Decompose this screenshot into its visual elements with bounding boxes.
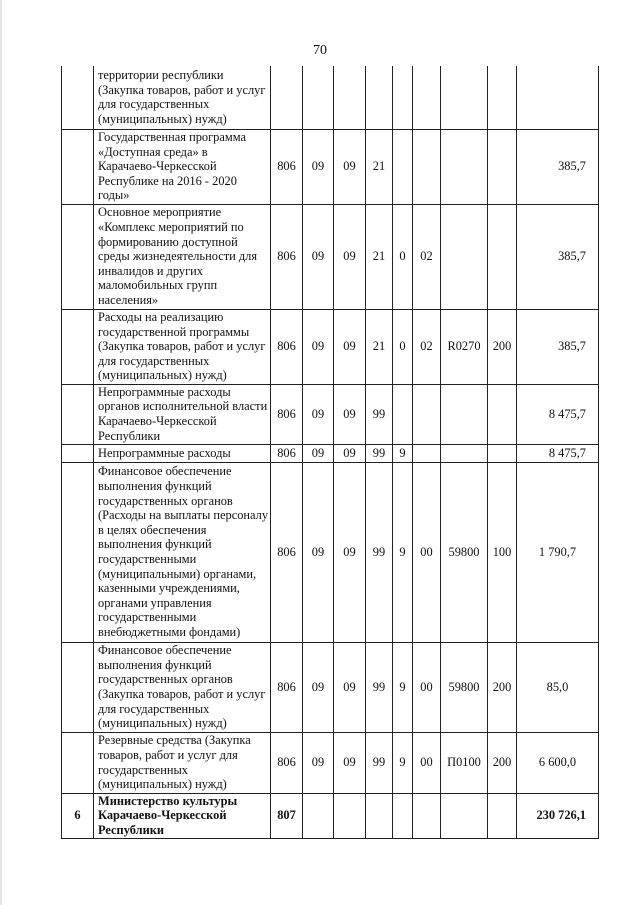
target-code-cell — [441, 204, 488, 309]
program-code-cell: 21 — [366, 309, 393, 384]
amount-cell: 385,7 — [517, 204, 599, 309]
section-code-cell: 09 — [303, 444, 334, 462]
subprogram-code-cell — [393, 129, 413, 204]
ministry-code-cell: 806 — [271, 732, 303, 793]
row-number-cell: 6 — [62, 793, 94, 838]
row-number-cell — [62, 444, 94, 462]
row-name-cell: Финансовое обеспечение выполнения функций государственных органов (Закупка товаров, работ и услуг для государственных (муниципальных) нужд) — [94, 642, 271, 732]
section-code-cell: 09 — [303, 384, 334, 444]
ministry-code-cell: 807 — [271, 793, 303, 838]
section-code-cell: 09 — [303, 309, 334, 384]
amount-cell: 385,7 — [517, 309, 599, 384]
program-code-cell: 99 — [366, 384, 393, 444]
table-row — [62, 642, 599, 732]
row-name-cell: Финансовое обеспечение выполнения функций государственных органов (Расходы на выплаты персоналу в целях обеспечения выполнения функций государственными (муниципальными) органами, казенными учреждениями, органами управления государственными внебюджетными фондами) — [94, 462, 271, 642]
subprogram-code-cell: 9 — [393, 732, 413, 793]
budget-table — [61, 66, 599, 839]
amount-cell: 85,0 — [517, 642, 599, 732]
table-row — [62, 793, 599, 838]
target-code-cell — [441, 384, 488, 444]
event-code-cell — [413, 129, 441, 204]
subsection-code-cell — [334, 793, 366, 838]
row-name-cell: Министерство культуры Карачаево-Черкесской Республики — [94, 793, 271, 838]
row-number-cell — [62, 66, 94, 129]
event-code-cell: 00 — [413, 462, 441, 642]
subprogram-code-cell: 9 — [393, 462, 413, 642]
program-code-cell: 99 — [366, 642, 393, 732]
table-body — [62, 66, 599, 838]
subprogram-code-cell — [393, 384, 413, 444]
subsection-code-cell: 09 — [334, 129, 366, 204]
ministry-code-cell: 806 — [271, 129, 303, 204]
amount-cell: 8 475,7 — [517, 384, 599, 444]
subprogram-code-cell — [393, 793, 413, 838]
subprogram-code-cell: 0 — [393, 204, 413, 309]
expense-type-cell — [488, 66, 517, 129]
amount-cell: 1 790,7 — [517, 462, 599, 642]
subprogram-code-cell: 9 — [393, 444, 413, 462]
ministry-code-cell: 806 — [271, 204, 303, 309]
amount-cell: 385,7 — [517, 129, 599, 204]
amount-cell: 6 600,0 — [517, 732, 599, 793]
subprogram-code-cell: 0 — [393, 309, 413, 384]
target-code-cell: R0270 — [441, 309, 488, 384]
amount-cell: 8 475,7 — [517, 444, 599, 462]
table-row — [62, 66, 599, 129]
section-code-cell: 09 — [303, 204, 334, 309]
expense-type-cell: 100 — [488, 462, 517, 642]
event-code-cell: 02 — [413, 204, 441, 309]
table-row — [62, 462, 599, 642]
expense-type-cell — [488, 204, 517, 309]
subsection-code-cell: 09 — [334, 444, 366, 462]
program-code-cell: 99 — [366, 462, 393, 642]
subprogram-code-cell: 9 — [393, 642, 413, 732]
ministry-code-cell: 806 — [271, 462, 303, 642]
ministry-code-cell: 806 — [271, 309, 303, 384]
section-code-cell: 09 — [303, 462, 334, 642]
row-number-cell — [62, 309, 94, 384]
program-code-cell — [366, 793, 393, 838]
amount-cell: 230 726,1 — [517, 793, 599, 838]
program-code-cell: 21 — [366, 129, 393, 204]
event-code-cell — [413, 793, 441, 838]
expense-type-cell: 200 — [488, 732, 517, 793]
event-code-cell: 00 — [413, 732, 441, 793]
row-name-cell: территории республики (Закупка товаров, работ и услуг для государственных (муниципальных) нужд) — [94, 66, 271, 129]
expense-type-cell — [488, 384, 517, 444]
subsection-code-cell: 09 — [334, 462, 366, 642]
ministry-code-cell: 806 — [271, 444, 303, 462]
row-number-cell — [62, 462, 94, 642]
row-name-cell: Государственная программа «Доступная среда» в Карачаево-Черкесской Республике на 2016 - 2020 годы» — [94, 129, 271, 204]
table-row — [62, 309, 599, 384]
row-name-cell: Непрограммные расходы — [94, 444, 271, 462]
row-name-cell: Резервные средства (Закупка товаров, работ и услуг для государственных (муниципальных) нужд) — [94, 732, 271, 793]
section-code-cell — [303, 793, 334, 838]
table-row — [62, 204, 599, 309]
expense-type-cell: 200 — [488, 642, 517, 732]
subsection-code-cell: 09 — [334, 309, 366, 384]
row-number-cell — [62, 204, 94, 309]
subsection-code-cell: 09 — [334, 642, 366, 732]
table-row — [62, 384, 599, 444]
ministry-code-cell — [271, 66, 303, 129]
section-code-cell: 09 — [303, 642, 334, 732]
expense-type-cell — [488, 793, 517, 838]
program-code-cell: 21 — [366, 204, 393, 309]
subsection-code-cell: 09 — [334, 384, 366, 444]
section-code-cell — [303, 66, 334, 129]
page-number: 70 — [313, 43, 327, 58]
table-row — [62, 444, 599, 462]
ministry-code-cell: 806 — [271, 642, 303, 732]
expense-type-cell: 200 — [488, 309, 517, 384]
expense-type-cell — [488, 444, 517, 462]
event-code-cell — [413, 444, 441, 462]
event-code-cell: 02 — [413, 309, 441, 384]
row-name-cell: Непрограммные расходы органов исполнительной власти Карачаево-Черкесской Республики — [94, 384, 271, 444]
event-code-cell — [413, 384, 441, 444]
amount-cell — [517, 66, 599, 129]
target-code-cell: 59800 — [441, 642, 488, 732]
event-code-cell: 00 — [413, 642, 441, 732]
program-code-cell: 99 — [366, 732, 393, 793]
row-name-cell: Расходы на реализацию государственной программы (Закупка товаров, работ и услуг для государственных (муниципальных) нужд) — [94, 309, 271, 384]
table-row — [62, 129, 599, 204]
subprogram-code-cell — [393, 66, 413, 129]
target-code-cell — [441, 793, 488, 838]
row-number-cell — [62, 129, 94, 204]
target-code-cell — [441, 444, 488, 462]
subsection-code-cell — [334, 66, 366, 129]
row-number-cell — [62, 384, 94, 444]
subsection-code-cell: 09 — [334, 732, 366, 793]
row-name-cell: Основное мероприятие «Комплекс мероприятий по формированию доступной среды жизнедеятельности для инвалидов и других маломобильных групп населения» — [94, 204, 271, 309]
program-code-cell — [366, 66, 393, 129]
ministry-code-cell: 806 — [271, 384, 303, 444]
target-code-cell: 59800 — [441, 462, 488, 642]
row-number-cell — [62, 732, 94, 793]
event-code-cell — [413, 66, 441, 129]
target-code-cell: П0100 — [441, 732, 488, 793]
expense-type-cell — [488, 129, 517, 204]
scan-edge — [0, 0, 2, 905]
target-code-cell — [441, 129, 488, 204]
program-code-cell: 99 — [366, 444, 393, 462]
subsection-code-cell: 09 — [334, 204, 366, 309]
row-number-cell — [62, 642, 94, 732]
section-code-cell: 09 — [303, 129, 334, 204]
section-code-cell: 09 — [303, 732, 334, 793]
table-row — [62, 732, 599, 793]
target-code-cell — [441, 66, 488, 129]
